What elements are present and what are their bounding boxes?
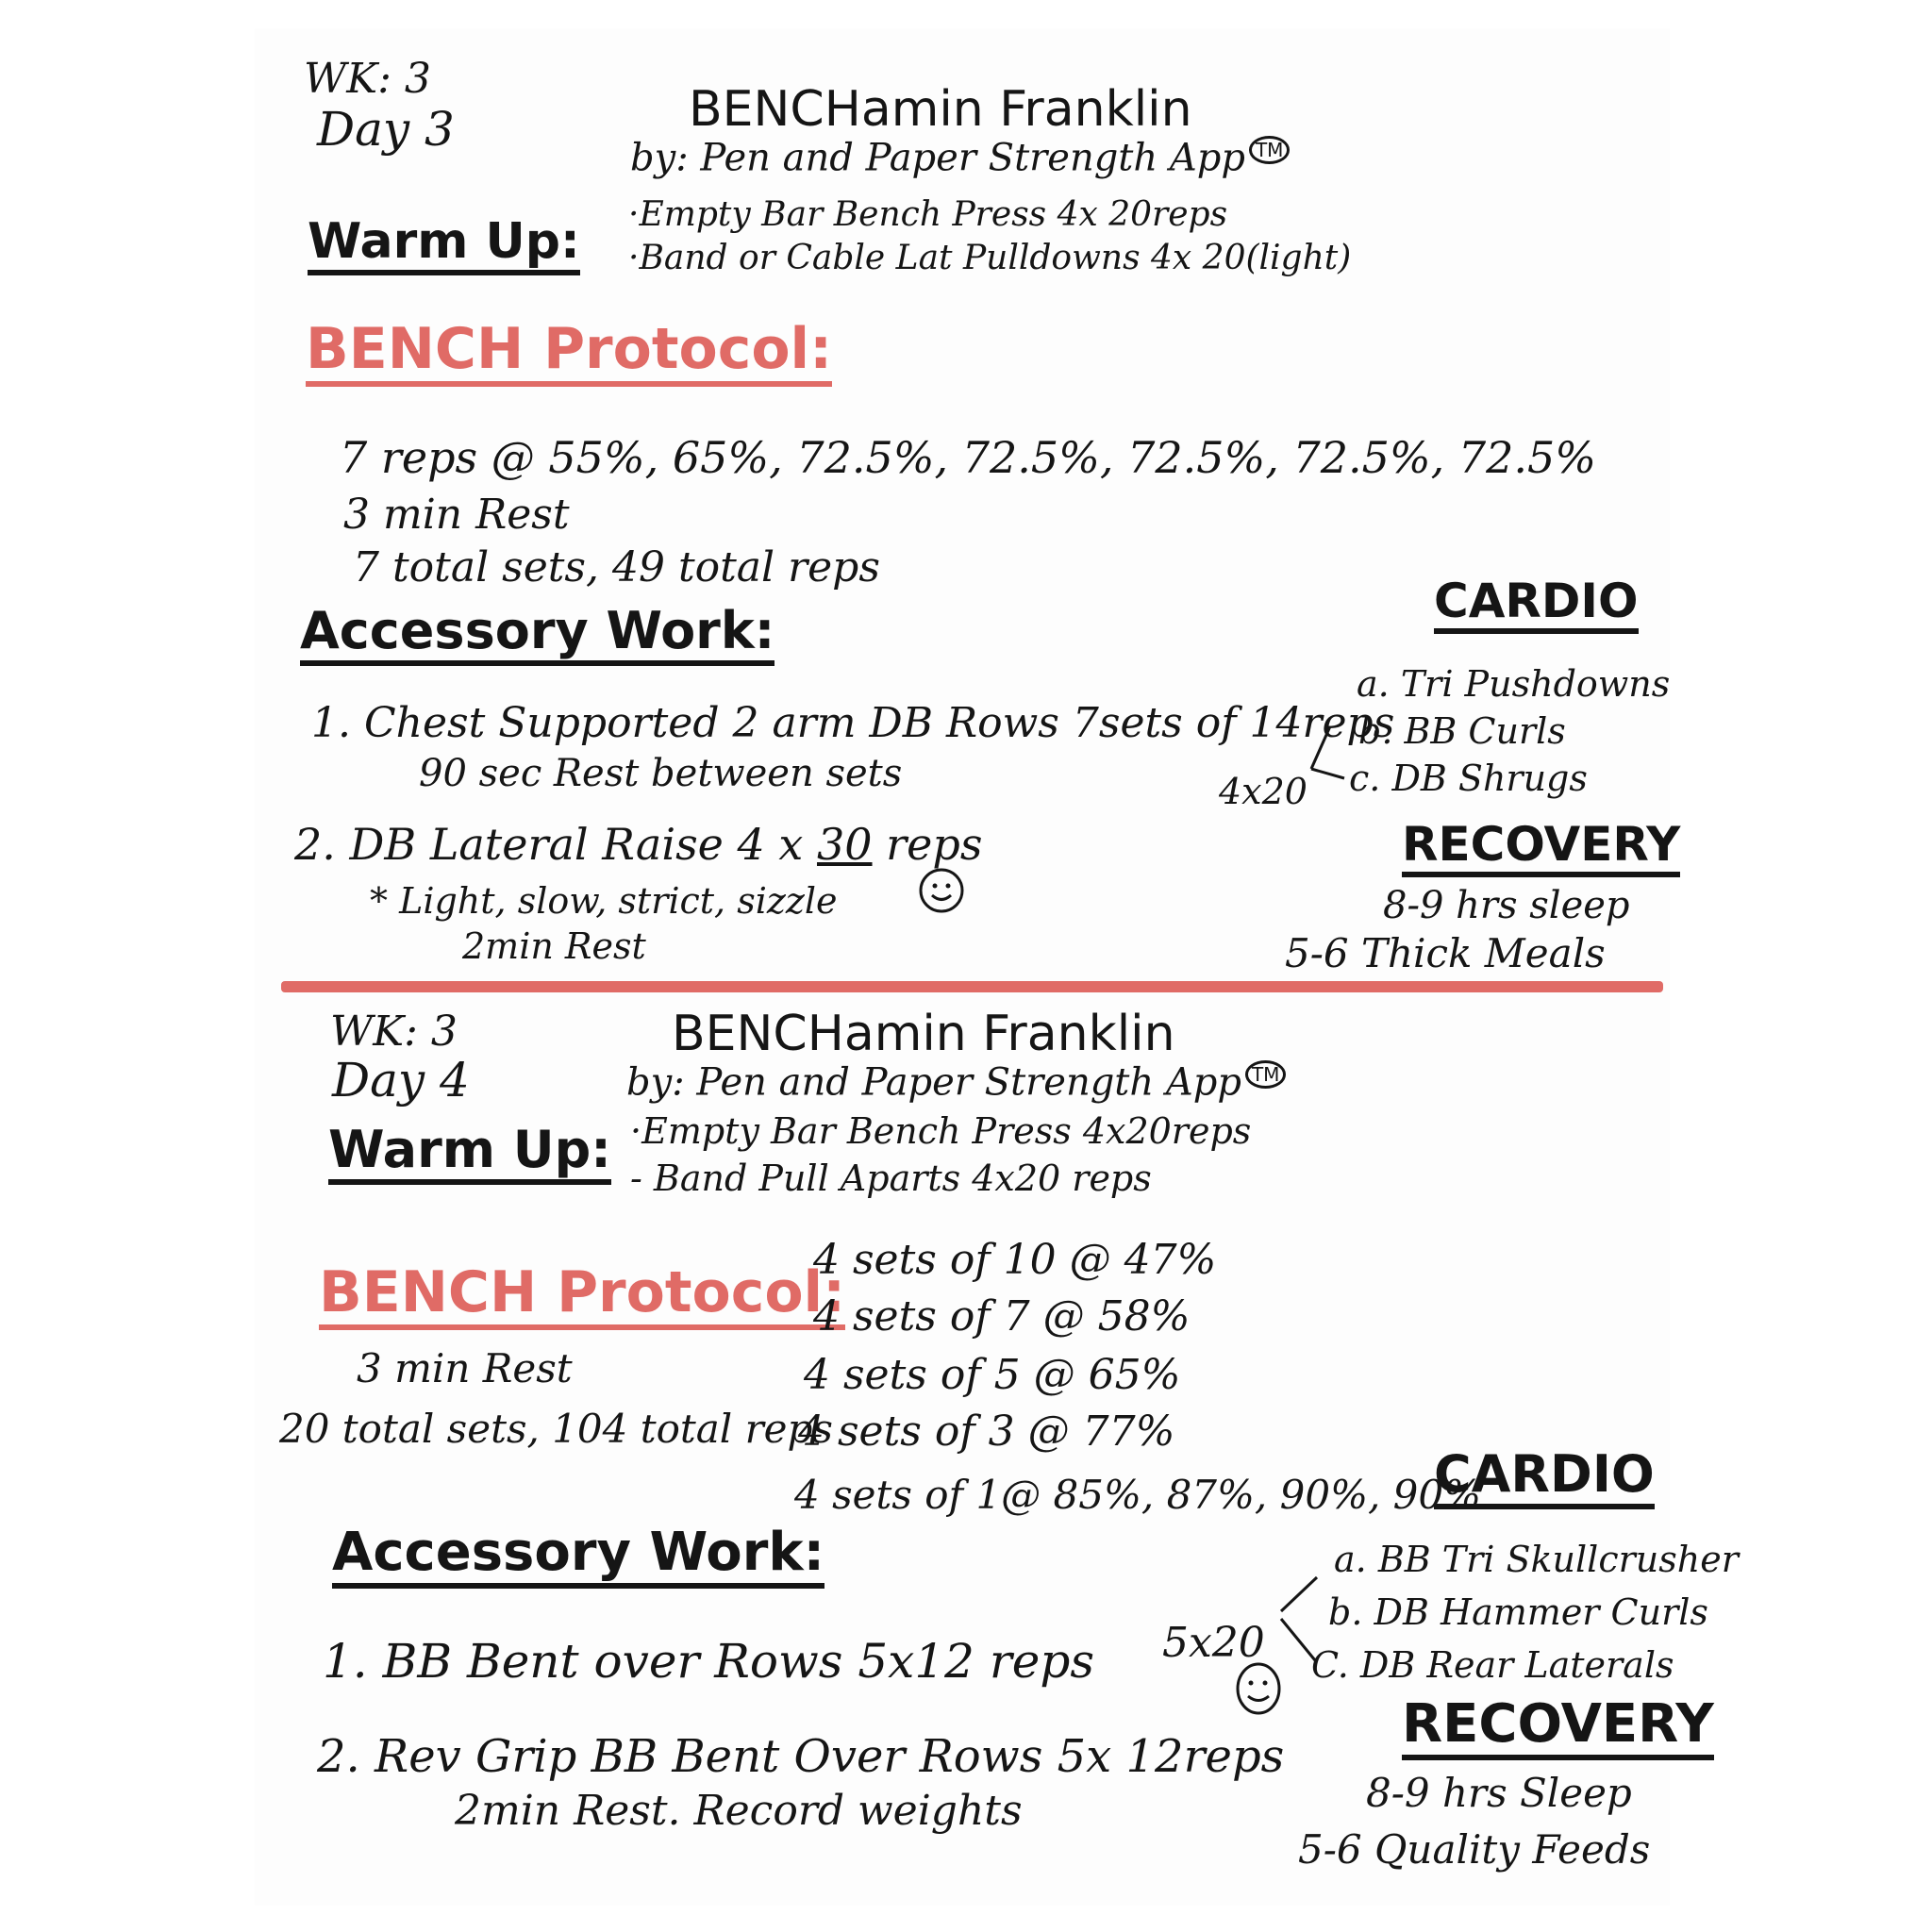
day3-byline: by: Pen and Paper Strength App TM (630, 136, 1290, 176)
smiley-icon (1232, 1660, 1285, 1717)
day3-bench-heading: BENCH Protocol: (306, 321, 832, 387)
day4-recovery-item: 5-6 Quality Feeds (1298, 1826, 1651, 1873)
day3-week-label: WK: 3 (304, 55, 431, 103)
day4-accessory-item: 2. Rev Grip BB Bent Over Rows 5x 12reps (317, 1730, 1285, 1783)
day4-recovery-heading: RECOVERY (1402, 1698, 1714, 1760)
day4-cardio-item: b. DB Hammer Curls (1328, 1591, 1708, 1633)
day3-accessory-item: 1. Chest Supported 2 arm DB Rows 7sets of 14reps (311, 699, 1395, 747)
day4-accessory-note: 2min Rest. Record weights (455, 1787, 1023, 1835)
day3-warmup-item: ·Band or Cable Lat Pulldowns 4x 20(light) (628, 239, 1352, 277)
day4-cardio-heading: CARDIO (1434, 1449, 1655, 1509)
day4-accessory-heading: Accessory Work: (332, 1526, 824, 1589)
day3-accessory-note: 90 sec Rest between sets (419, 752, 903, 795)
day3-day-label: Day 3 (317, 102, 455, 157)
day3-bench-line: 7 total sets, 49 total reps (353, 543, 880, 591)
day4-day-label: Day 4 (332, 1053, 470, 1108)
day4-warmup-item: ·Empty Bar Bench Press 4x20reps (630, 1110, 1252, 1152)
smiley-icon (917, 866, 966, 915)
day4-cardio-scheme: 5x20 (1162, 1619, 1265, 1667)
day3-accessory-heading: Accessory Work: (300, 606, 774, 666)
day4-warmup-item: - Band Pull Aparts 4x20 reps (630, 1158, 1152, 1199)
day3-recovery-item: 8-9 hrs sleep (1383, 884, 1630, 927)
day3-recovery-heading: RECOVERY (1402, 821, 1680, 877)
day4-recovery-item: 8-9 hrs Sleep (1366, 1770, 1632, 1816)
day4-bench-set: 4 sets of 3 @ 77% (798, 1407, 1175, 1456)
day4-bench-set: 4 sets of 1@ 85%, 87%, 90%, 90% (794, 1472, 1482, 1518)
day4-cardio-item: a. BB Tri Skullcrusher (1334, 1539, 1739, 1580)
day4-bench-heading: BENCH Protocol: (319, 1264, 845, 1330)
day3-bench-line: 3 min Rest (343, 491, 570, 539)
day4-bench-set: 4 sets of 10 @ 47% (813, 1236, 1217, 1284)
day3-cardio-item: b. BB Curls (1358, 710, 1566, 752)
day4-accessory-item: 1. BB Bent over Rows 5x12 reps (323, 1634, 1095, 1689)
day4-byline: by: Pen and Paper Strength App TM (626, 1060, 1286, 1101)
day4-bench-set: 4 sets of 7 @ 58% (813, 1292, 1191, 1341)
day3-recovery-item: 5-6 Thick Meals (1285, 930, 1606, 976)
day3-title: BENCHamin Franklin (689, 81, 1192, 138)
day4-cardio-item: C. DB Rear Laterals (1311, 1644, 1674, 1686)
day3-accessory-note: * Light, slow, strict, sizzle (370, 880, 838, 922)
section-divider (281, 981, 1663, 992)
day4-bench-set: 4 sets of 5 @ 65% (804, 1351, 1181, 1399)
day3-accessory-rest: 2min Rest (462, 925, 646, 967)
day4-bench-totals: 20 total sets, 104 total reps (279, 1406, 833, 1452)
day3-warmup-item: ·Empty Bar Bench Press 4x 20reps (628, 195, 1228, 234)
day3-cardio-item: c. DB Shrugs (1349, 758, 1588, 799)
day4-week-label: WK: 3 (330, 1008, 458, 1056)
day3-accessory-item: 2. DB Lateral Raise 4 x 30 reps (294, 819, 983, 870)
day3-cardio-item: a. Tri Pushdowns (1357, 663, 1671, 705)
day4-warmup-heading: Warm Up: (328, 1124, 611, 1185)
day3-cardio-scheme: 4x20 (1219, 771, 1307, 812)
trademark-icon: TM (1245, 1060, 1286, 1089)
day3-cardio-heading: CARDIO (1434, 577, 1639, 634)
day3-bench-line: 7 reps @ 55%, 65%, 72.5%, 72.5%, 72.5%, 72.5%, 72.5% (340, 432, 1597, 483)
day3-accessory-reps: 30 (816, 819, 873, 870)
day4-bench-rest: 3 min Rest (357, 1345, 573, 1391)
day4-title: BENCHamin Franklin (672, 1006, 1175, 1062)
trademark-icon: TM (1249, 136, 1290, 164)
day3-warmup-heading: Warm Up: (308, 217, 580, 275)
